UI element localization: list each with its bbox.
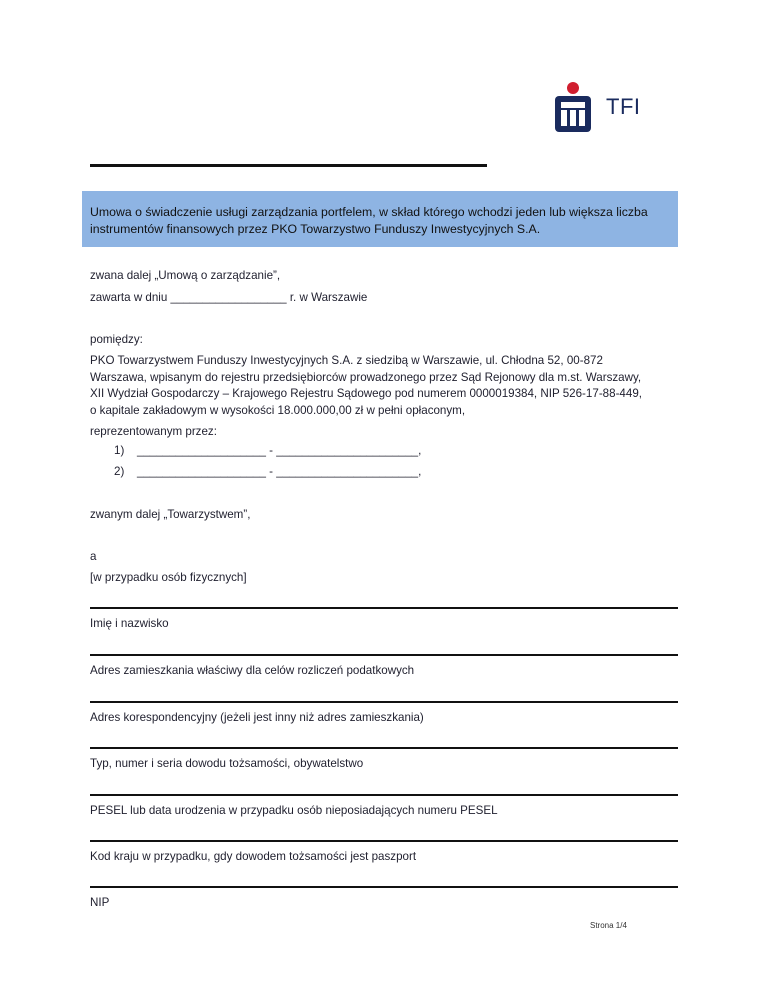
company-description: PKO Towarzystwem Funduszy Inwestycyjnych S.A. z siedzibą w Warszawie, ul. Chłodna 52, 00-872 Warszawa, wpisanym do rejestru przedsiębiorców prowadzonego przez Sąd Rejonowy dla m.st. Warszawy, XII Wydział Gospodarczy – Krajowego Rejestru Sądowego pod numerem 0000019384, NIP 526-17-88-449, o kapitale zakładowym w wysokości 18.000.000,00 zł w pełni opłaconym, xyxy=(90,354,642,417)
page-number: Strona 1/4 xyxy=(590,921,627,930)
field-tax-address[interactable] xyxy=(90,654,678,702)
representative-1-line[interactable]: ____________________ - ______________________, xyxy=(137,444,422,457)
field-pesel[interactable] xyxy=(90,794,678,842)
field-label: NIP xyxy=(90,896,110,909)
intro-a: a xyxy=(90,550,97,563)
field-id-document[interactable] xyxy=(90,747,678,795)
brand-suffix: TFI xyxy=(606,94,641,119)
field-label: Adres korespondencyjny (jeżeli jest inny niż adres zamieszkania) xyxy=(90,711,424,724)
representative-2-line[interactable]: ____________________ - ______________________, xyxy=(137,465,422,478)
field-label: PESEL lub data urodzenia w przypadku osób nieposiadających numeru PESEL xyxy=(90,804,498,817)
intro-zawarta: zawarta w dniu __________________ r. w Warszawie xyxy=(90,291,368,304)
representative-2-number: 2) xyxy=(114,465,125,478)
field-country-code[interactable] xyxy=(90,840,678,888)
field-correspondence-address[interactable] xyxy=(90,701,678,749)
case-label: [w przypadku osób fizycznych] xyxy=(90,571,247,584)
pko-logo-icon xyxy=(553,82,603,134)
contract-title-banner: Umowa o świadczenie usługi zarządzania portfelem, w skład którego wchodzi jeden lub większa liczba instrumentów finansowych przez PKO Towarzystwo Funduszy Inwestycyjnych S.A. xyxy=(82,191,678,247)
pko-tfi-logo xyxy=(553,82,643,134)
field-full-name[interactable] xyxy=(90,607,678,655)
field-label: Kod kraju w przypadku, gdy dowodem tożsamości jest paszport xyxy=(90,850,417,863)
field-label: Imię i nazwisko xyxy=(90,617,169,630)
field-label: Adres zamieszkania właściwy dla celów rozliczeń podatkowych xyxy=(90,664,415,677)
represented-by-label: reprezentowanym przez: xyxy=(90,425,217,438)
representative-1-number: 1) xyxy=(114,444,125,457)
intro-pomiedzy: pomiędzy: xyxy=(90,333,143,346)
intro-zwana: zwana dalej „Umową o zarządzanie”, xyxy=(90,269,281,282)
header-rule xyxy=(90,164,487,167)
intro-zwanym: zwanym dalej „Towarzystwem”, xyxy=(90,508,251,521)
field-label: Typ, numer i seria dowodu tożsamości, obywatelstwo xyxy=(90,757,364,770)
